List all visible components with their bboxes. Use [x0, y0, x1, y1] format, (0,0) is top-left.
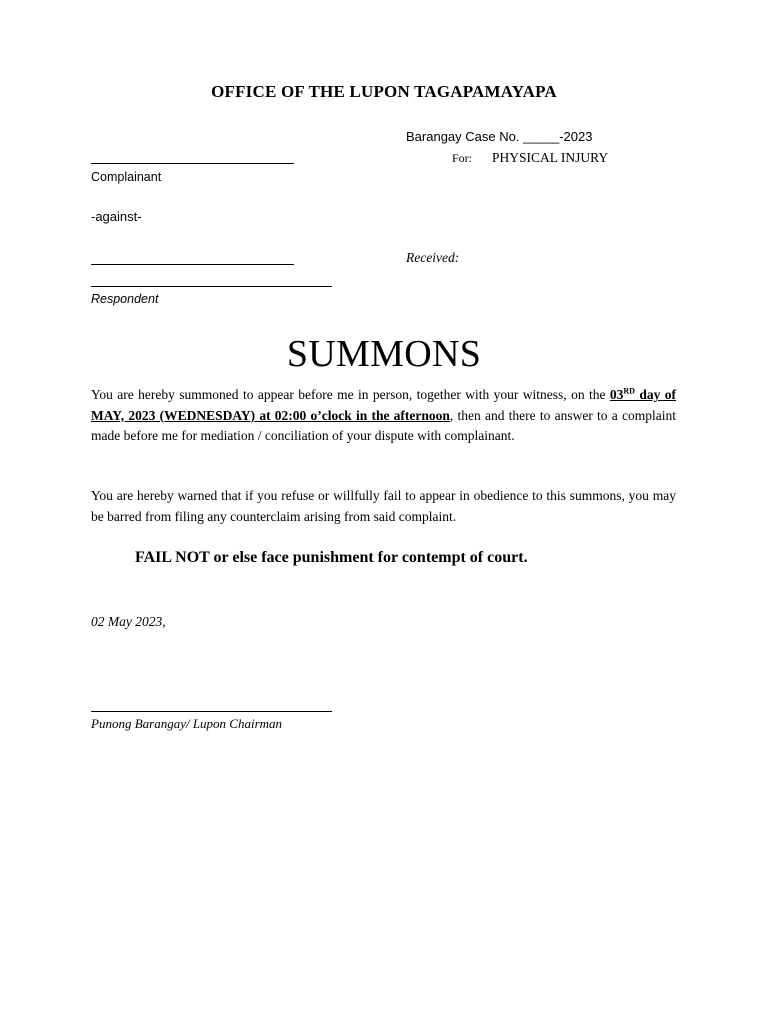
signatory-title: Punong Barangay/ Lupon Chairman: [91, 716, 283, 731]
office-title: OFFICE OF THE LUPON TAGAPAMAYAPA: [211, 82, 557, 101]
issue-date: 02 May 2023,: [91, 614, 166, 629]
fail-not-warning: FAIL NOT or else face punishment for contempt of court.: [135, 549, 528, 566]
case-for-row: [452, 149, 608, 167]
document-title: SUMMONS: [286, 333, 482, 375]
complainant-blank-line: [91, 163, 294, 164]
hearing-day: 03: [609, 387, 624, 402]
for-label: For:: [452, 151, 473, 165]
respondent-blank-line-long: [91, 286, 332, 287]
signature-line: [91, 711, 332, 712]
summons-paragraph: [91, 385, 676, 447]
hearing-day-suffix: RD: [623, 386, 635, 396]
complainant-label: Complainant: [91, 170, 162, 184]
offense-value: PHYSICAL INJURY: [492, 150, 609, 165]
respondent-blank-line: [91, 264, 294, 265]
case-number: Barangay Case No. _____-2023: [406, 129, 593, 144]
respondent-label: Respondent: [91, 292, 159, 306]
hearing-date-time: day of MAY, 2023 (WEDNESDAY) at 02:00 o’clock in the afternoon: [91, 387, 676, 423]
against-label: -against-: [91, 209, 142, 224]
paragraph-rest: , then and there to answer to a complaint made before me for mediation / conciliation of your dispute with complainant.: [91, 407, 676, 443]
paragraph-intro: You are hereby summoned to appear before me in person, together with your witness, on the: [91, 387, 610, 402]
warning-paragraph: You are hereby warned that if you refuse or willfully fail to appear in obedience to this summons, you may be barred from filing any counterclaim arising from said complaint.: [91, 488, 676, 524]
received-label: Received:: [406, 250, 460, 265]
